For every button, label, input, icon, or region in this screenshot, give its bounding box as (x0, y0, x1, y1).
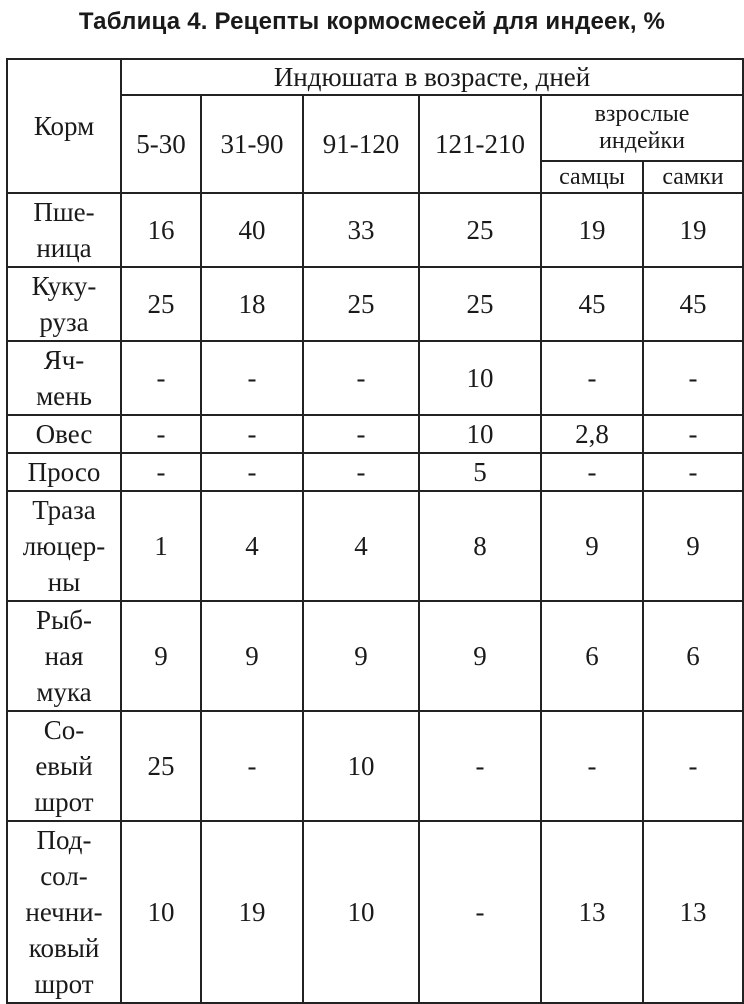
value-cell: 9 (419, 601, 541, 711)
value-cell: 4 (201, 491, 303, 601)
value-cell: 25 (121, 267, 201, 341)
value-cell: - (303, 415, 419, 453)
value-cell: 9 (541, 491, 643, 601)
table-row (7, 267, 743, 341)
feed-name-cell: Пше- ница (7, 193, 121, 267)
value-cell: - (643, 453, 743, 491)
table-row (7, 821, 743, 1003)
value-cell: 25 (419, 267, 541, 341)
value-cell: - (201, 453, 303, 491)
value-cell: 19 (541, 193, 643, 267)
feed-name-cell: Просо (7, 453, 121, 491)
value-cell: 9 (643, 491, 743, 601)
value-cell: - (541, 341, 643, 415)
value-cell: - (643, 711, 743, 821)
value-cell: 9 (121, 601, 201, 711)
value-cell: - (419, 821, 541, 1003)
feed-name-cell: Под- сол- нечни- ковый шрот (7, 821, 121, 1003)
age-header-121-210: 121-210 (419, 95, 541, 193)
value-cell: 10 (419, 341, 541, 415)
value-cell: - (121, 341, 201, 415)
value-cell: - (643, 415, 743, 453)
age-group-header: Индюшата в возрасте, дней (121, 59, 743, 95)
value-cell: 25 (303, 267, 419, 341)
value-cell: 1 (121, 491, 201, 601)
value-cell: 10 (121, 821, 201, 1003)
table-row (7, 341, 743, 415)
value-cell: - (201, 711, 303, 821)
age-header-91-120: 91-120 (303, 95, 419, 193)
value-cell: - (201, 341, 303, 415)
value-cell: 6 (643, 601, 743, 711)
value-cell: 2,8 (541, 415, 643, 453)
feed-recipes-table (6, 58, 744, 1004)
males-header: самцы (541, 161, 643, 193)
value-cell: - (419, 711, 541, 821)
feed-name-cell: Рыб- ная мука (7, 601, 121, 711)
value-cell: 45 (541, 267, 643, 341)
value-cell: 19 (201, 821, 303, 1003)
page-title: Таблица 4. Рецепты кормосмесей для индеек, % (78, 8, 666, 35)
value-cell: 10 (419, 415, 541, 453)
table-row (7, 601, 743, 711)
table-header (7, 59, 743, 193)
table-body (7, 193, 743, 1003)
feed-column-header: Корм (7, 59, 121, 193)
value-cell: - (541, 453, 643, 491)
value-cell: 13 (541, 821, 643, 1003)
value-cell: 6 (541, 601, 643, 711)
feed-name-cell: Яч- мень (7, 341, 121, 415)
value-cell: - (201, 415, 303, 453)
value-cell: - (303, 453, 419, 491)
value-cell: 19 (643, 193, 743, 267)
value-cell: - (541, 711, 643, 821)
adult-turkeys-header: взрослые индейки (541, 95, 743, 161)
table-row (7, 491, 743, 601)
value-cell: 45 (643, 267, 743, 341)
feed-name-cell: Куку- руза (7, 267, 121, 341)
value-cell: 25 (121, 711, 201, 821)
value-cell: - (121, 453, 201, 491)
value-cell: - (303, 341, 419, 415)
value-cell: 33 (303, 193, 419, 267)
value-cell: 5 (419, 453, 541, 491)
value-cell: 9 (303, 601, 419, 711)
value-cell: 10 (303, 711, 419, 821)
value-cell: 16 (121, 193, 201, 267)
table-row (7, 193, 743, 267)
value-cell: 10 (303, 821, 419, 1003)
value-cell: - (121, 415, 201, 453)
value-cell: 4 (303, 491, 419, 601)
value-cell: 25 (419, 193, 541, 267)
value-cell: 9 (201, 601, 303, 711)
value-cell: 13 (643, 821, 743, 1003)
value-cell: 18 (201, 267, 303, 341)
table-row (7, 453, 743, 491)
feed-name-cell: Траза люцер- ны (7, 491, 121, 601)
females-header: самки (643, 161, 743, 193)
feed-name-cell: Овес (7, 415, 121, 453)
age-header-31-90: 31-90 (201, 95, 303, 193)
value-cell: 40 (201, 193, 303, 267)
value-cell: - (643, 341, 743, 415)
feed-name-cell: Со- евый шрот (7, 711, 121, 821)
value-cell: 8 (419, 491, 541, 601)
table-row (7, 415, 743, 453)
table-row (7, 711, 743, 821)
age-header-5-30: 5-30 (121, 95, 201, 193)
